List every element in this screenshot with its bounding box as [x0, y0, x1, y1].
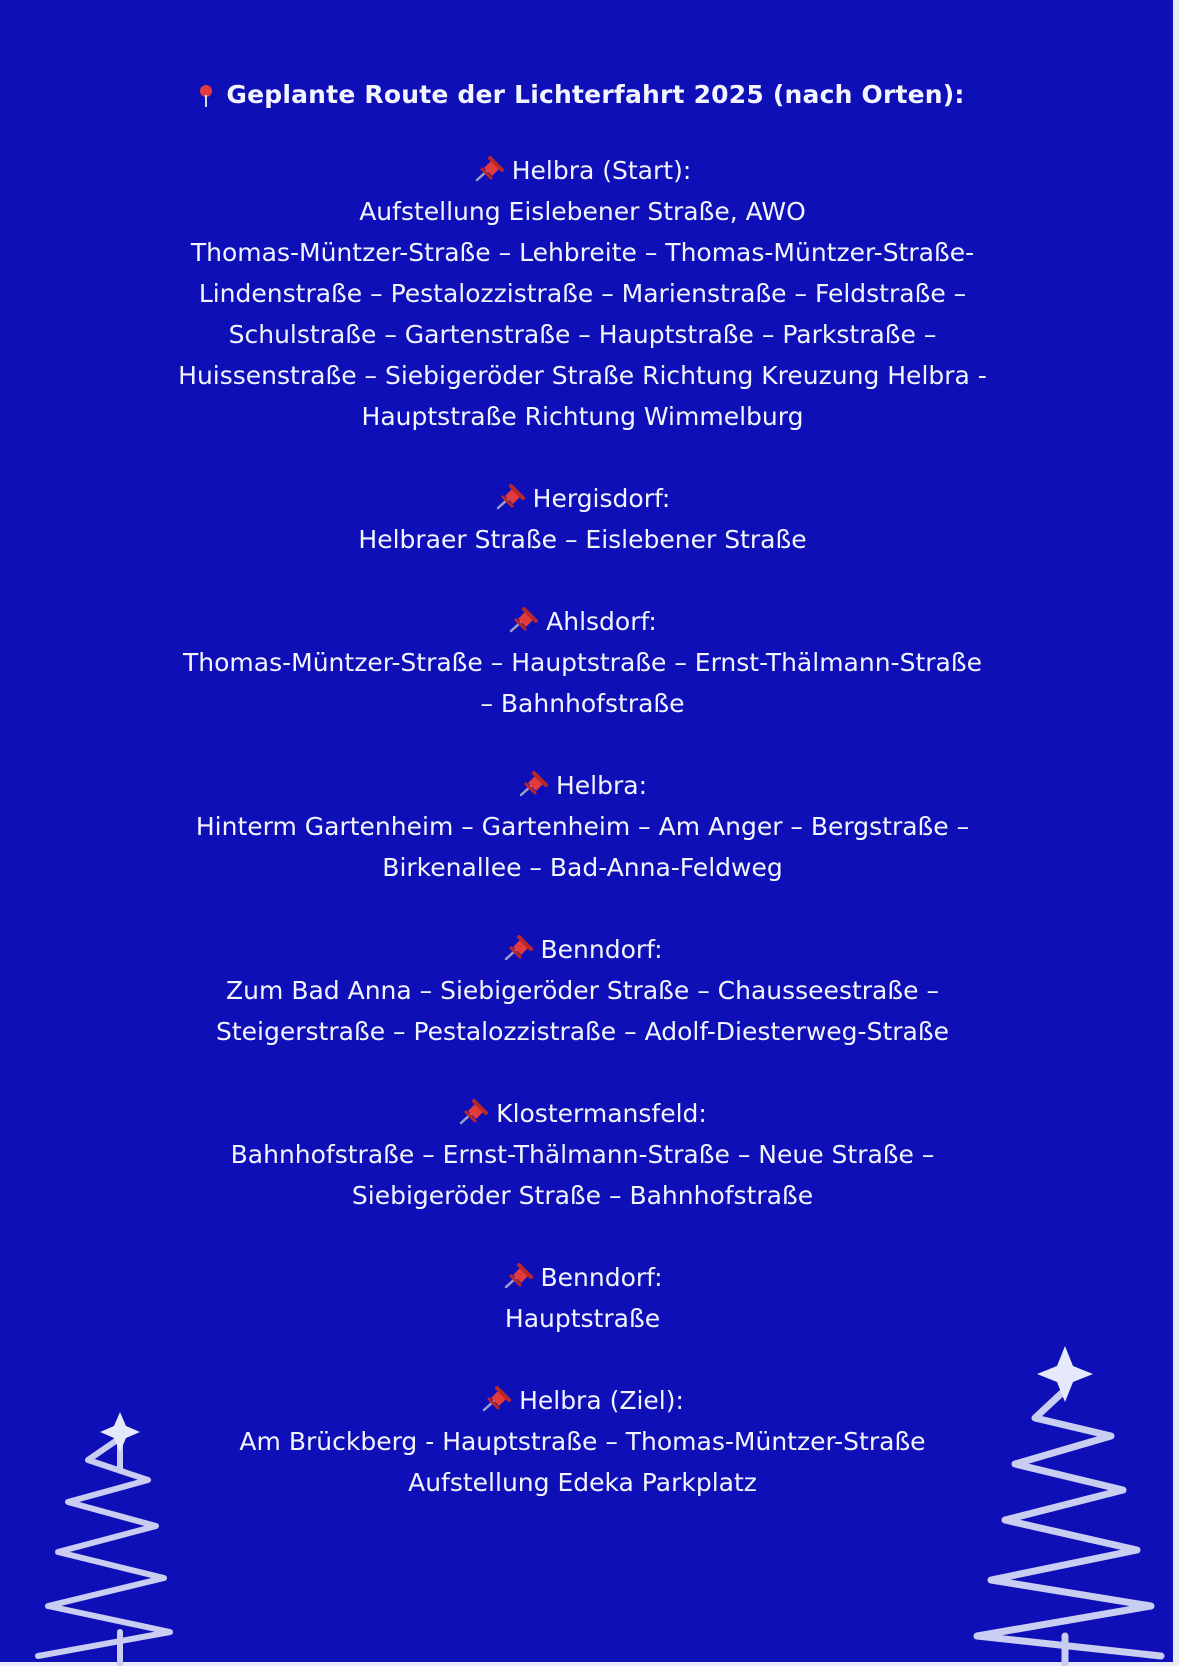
christmas-tree-left-icon	[28, 1410, 178, 1666]
section-heading-text: Helbra:	[555, 771, 647, 800]
street-line: Thomas-Müntzer-Straße – Lehbreite – Thomas-Müntzer-Straße-	[190, 238, 975, 267]
section-heading	[60, 1093, 1105, 1134]
route-section	[60, 1257, 1105, 1339]
section-heading	[60, 929, 1105, 970]
street-line: – Bahnhofstraße	[480, 689, 685, 718]
section-heading-text: Benndorf:	[540, 1263, 663, 1292]
title-text: Geplante Route der Lichterfahrt 2025 (nach Orten):	[226, 80, 965, 109]
section-heading	[60, 1380, 1105, 1421]
street-line: Huissenstraße – Siebigeröder Straße Richtung Kreuzung Helbra -	[178, 361, 987, 390]
pushpin-icon	[495, 481, 525, 507]
section-heading	[60, 601, 1105, 642]
pushpin-icon	[474, 153, 504, 179]
street-line: Steigerstraße – Pestalozzistraße – Adolf-Diesterweg-Straße	[216, 1017, 949, 1046]
pushpin-icon	[503, 932, 533, 958]
street-line: Hinterm Gartenheim – Gartenheim – Am Anger – Bergstraße –	[195, 812, 970, 841]
route-section	[60, 150, 1105, 437]
section-heading-text: Ahlsdorf:	[546, 607, 657, 636]
route-list	[60, 78, 1105, 1544]
route-section	[60, 1093, 1105, 1216]
section-heading-text: Helbra (Ziel):	[519, 1386, 684, 1415]
section-heading-text: Helbra (Start):	[511, 156, 692, 185]
street-line: Hauptstraße Richtung Wimmelburg	[361, 402, 804, 431]
page-title	[60, 78, 1105, 112]
street-line: Bahnhofstraße – Ernst-Thälmann-Straße – Neue Straße –	[230, 1140, 935, 1169]
street-line: Hauptstraße	[504, 1304, 661, 1333]
sections-container	[60, 150, 1105, 1503]
section-heading	[60, 150, 1105, 191]
street-line: Siebigeröder Straße – Bahnhofstraße	[351, 1181, 814, 1210]
street-line: Birkenallee – Bad-Anna-Feldweg	[382, 853, 783, 882]
route-section	[60, 765, 1105, 888]
pushpin-icon	[458, 1096, 488, 1122]
pushpin-icon	[481, 1383, 511, 1409]
section-heading-text: Hergisdorf:	[532, 484, 671, 513]
street-line: Helbraer Straße – Eislebener Straße	[358, 525, 807, 554]
route-section	[60, 1380, 1105, 1503]
street-line: Am Brückberg - Hauptstraße – Thomas-Müntzer-Straße	[239, 1427, 926, 1456]
pushpin-icon	[503, 1260, 533, 1286]
street-line: Lindenstraße – Pestalozzistraße – Marienstraße – Feldstraße –	[198, 279, 967, 308]
section-heading	[60, 1257, 1105, 1298]
pushpin-icon	[518, 768, 548, 794]
section-heading	[60, 478, 1105, 519]
street-line: Schulstraße – Gartenstraße – Hauptstraße – Parkstraße –	[228, 320, 937, 349]
section-heading-text: Benndorf:	[540, 935, 663, 964]
round-pushpin-icon	[200, 85, 212, 97]
route-section	[60, 929, 1105, 1052]
christmas-tree-right-icon	[955, 1340, 1169, 1666]
route-section	[60, 478, 1105, 560]
section-heading-text: Klostermansfeld:	[496, 1099, 707, 1128]
section-heading	[60, 765, 1105, 806]
route-section	[60, 601, 1105, 724]
street-line: Aufstellung Eislebener Straße, AWO	[359, 197, 806, 226]
street-line: Aufstellung Edeka Parkplatz	[408, 1468, 757, 1497]
street-line: Zum Bad Anna – Siebigeröder Straße – Chausseestraße –	[226, 976, 939, 1005]
street-line: Thomas-Müntzer-Straße – Hauptstraße – Ernst-Thälmann-Straße	[183, 648, 982, 677]
pushpin-icon	[508, 604, 538, 630]
